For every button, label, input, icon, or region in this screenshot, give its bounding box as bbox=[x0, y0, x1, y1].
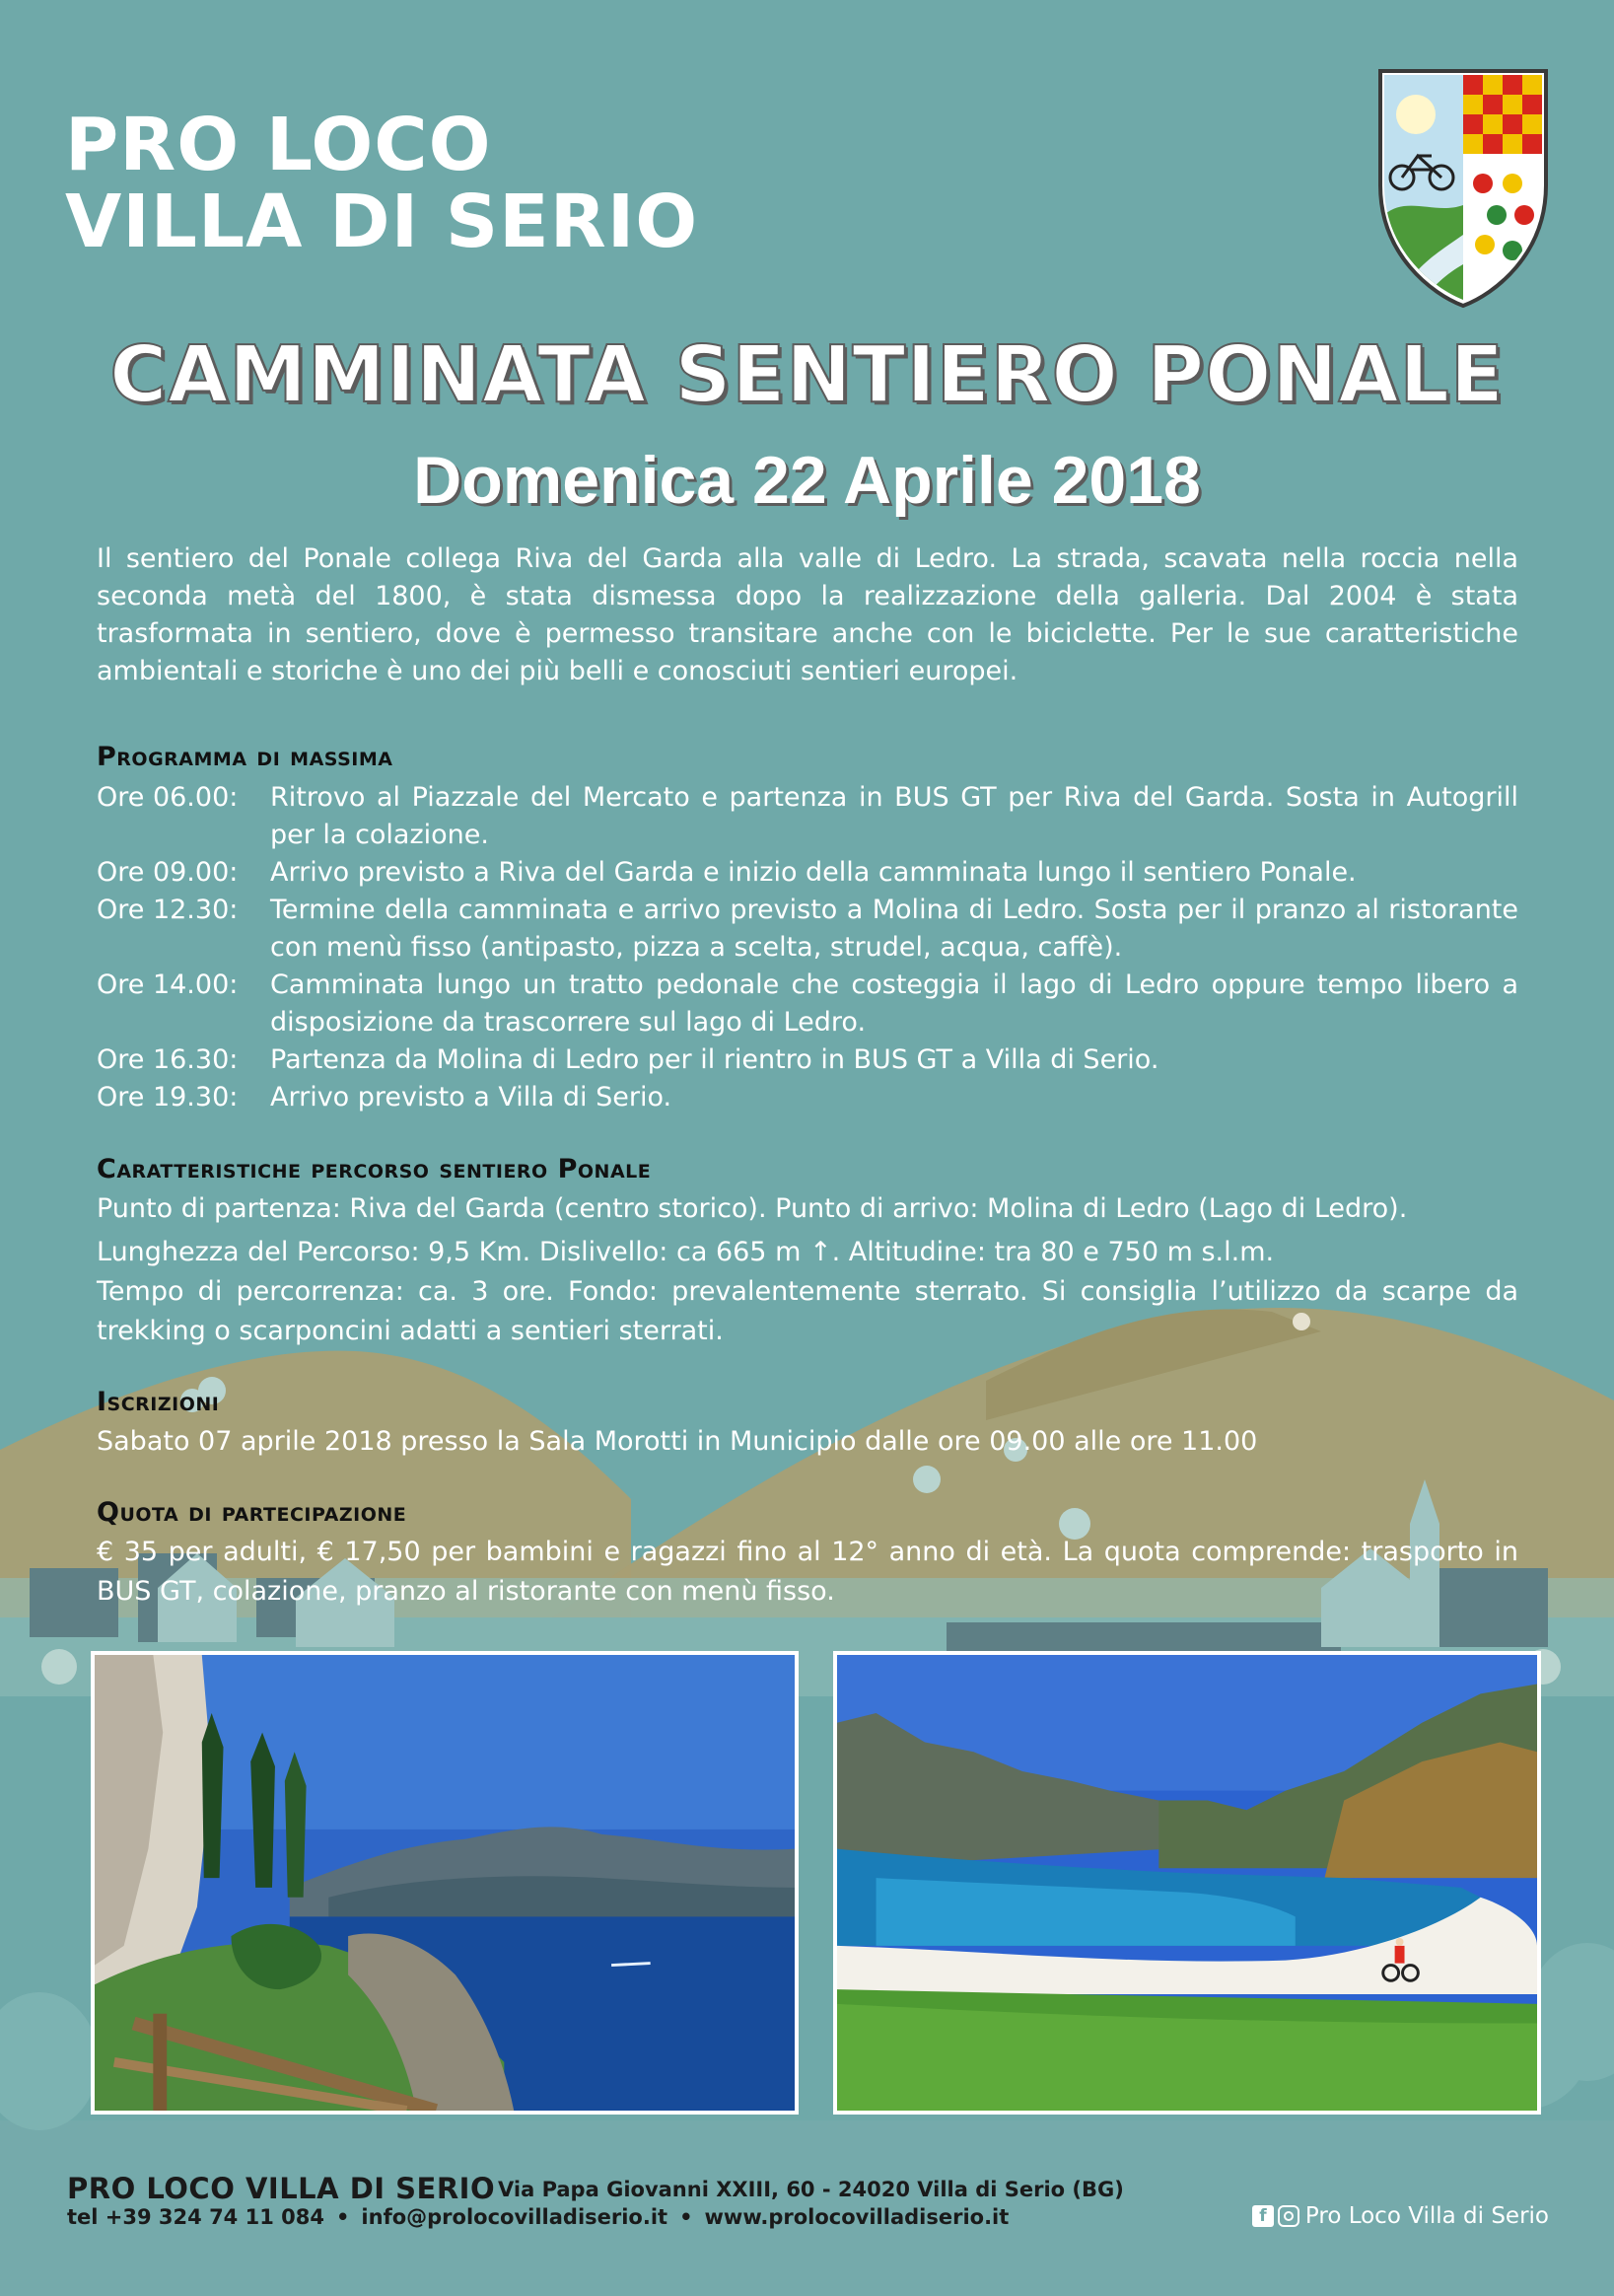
fee-text: € 35 per adulti, € 17,50 per bambini e ragazzi fino al 12° anno di età. La quota comprende: trasporto in BUS GT, colazione, pranzo al ristorante con menù fisso. bbox=[97, 1537, 1518, 1607]
features-heading: Caratteristiche percorso sentiero Ponale bbox=[97, 1154, 652, 1184]
schedule-row bbox=[97, 1041, 1518, 1079]
schedule-desc: Ritrovo al Piazzale del Mercato e partenza in BUS GT per Riva del Garda. Sosta in Autogrill per la colazione. bbox=[270, 782, 1518, 850]
registration-text: Sabato 07 aprile 2018 presso la Sala Morotti in Municipio dalle ore 09.00 alle ore 11.00 bbox=[97, 1426, 1258, 1457]
features-time: Tempo di percorrenza: ca. 3 ore. Fondo: prevalentemente sterrato. Si consiglia l’utilizzo da scarpe da trekking o scarponcini adatti a sentieri sterrati. bbox=[97, 1276, 1518, 1346]
fee-heading: Quota di partecipazione bbox=[97, 1497, 407, 1528]
schedule-desc: Arrivo previsto a Riva del Garda e inizio della camminata lungo il sentiero Ponale. bbox=[270, 857, 1357, 888]
org-title-line1: PRO LOCO bbox=[65, 103, 492, 187]
schedule-time: Ore 14.00: bbox=[97, 969, 239, 1000]
footer-org-name: PRO LOCO VILLA DI SERIO bbox=[67, 2172, 496, 2205]
schedule-time: Ore 12.30: bbox=[97, 895, 239, 925]
program-heading: Programma di massima bbox=[97, 742, 393, 772]
program-schedule bbox=[97, 779, 1518, 1116]
footer-website[interactable]: www.prolocovilladiserio.it bbox=[704, 2205, 1010, 2229]
footer-social[interactable] bbox=[1252, 2203, 1549, 2229]
schedule-time: Ore 06.00: bbox=[97, 782, 239, 813]
footer-address: Via Papa Giovanni XXIII, 60 - 24020 Villa di Serio (BG) bbox=[498, 2178, 1124, 2201]
footer-email[interactable]: info@prolocovilladiserio.it bbox=[361, 2205, 668, 2229]
schedule-time: Ore 19.30: bbox=[97, 1082, 239, 1112]
event-title: CAMMINATA SENTIERO PONALE bbox=[109, 329, 1505, 420]
schedule-desc: Arrivo previsto a Villa di Serio. bbox=[270, 1082, 672, 1112]
footer-phone: tel +39 324 74 11 084 bbox=[67, 2205, 324, 2229]
schedule-time: Ore 09.00: bbox=[97, 857, 239, 888]
photo-lake-ledro bbox=[833, 1651, 1541, 2115]
org-title bbox=[65, 103, 699, 264]
event-date: Domenica 22 Aprile 2018 bbox=[413, 443, 1201, 518]
org-title-line2: VILLA DI SERIO bbox=[65, 179, 699, 264]
registration-heading: Iscrizioni bbox=[97, 1387, 220, 1417]
schedule-desc: Partenza da Molina di Ledro per il rientro in BUS GT a Villa di Serio. bbox=[270, 1044, 1159, 1075]
schedule-row bbox=[97, 779, 1518, 854]
schedule-row bbox=[97, 1079, 1518, 1116]
instagram-icon[interactable] bbox=[1278, 2205, 1299, 2227]
schedule-desc: Camminata lungo un tratto pedonale che costeggia il lago di Ledro oppure tempo libero a disposizione da trascorrere sul lago di Ledro. bbox=[270, 969, 1518, 1038]
facebook-icon[interactable]: f bbox=[1252, 2205, 1274, 2227]
features-length: Lunghezza del Percorso: 9,5 Km. Dislivello: ca 665 m ↑. Altitudine: tra 80 e 750 m s.l.m. bbox=[97, 1237, 1275, 1267]
coat-of-arms-logo bbox=[1376, 67, 1550, 310]
photo-ponale-trail bbox=[91, 1651, 799, 2115]
schedule-desc: Termine della camminata e arrivo previsto a Molina di Ledro. Sosta per il pranzo al ristorante con menù fisso (antipasto, pizza a scelta, strudel, acqua, caffè). bbox=[270, 895, 1518, 963]
schedule-row bbox=[97, 892, 1518, 967]
schedule-row bbox=[97, 854, 1518, 892]
footer-contacts: tel +39 324 74 11 084 • info@prolocovilladiserio.it • www.prolocovilladiserio.it bbox=[67, 2205, 1010, 2229]
schedule-time: Ore 16.30: bbox=[97, 1044, 239, 1075]
footer-social-label: Pro Loco Villa di Serio bbox=[1304, 2203, 1549, 2229]
schedule-row bbox=[97, 967, 1518, 1041]
intro-paragraph: Il sentiero del Ponale collega Riva del Garda alla valle di Ledro. La strada, scavata nella roccia nella seconda metà del 1800, è stata dismessa dopo la realizzazione della galleria. Dal 2004 è stata trasformata in sentiero, dove è permesso transitare anche con le biciclette. Per le sue caratteristiche ambientali e storiche è uno dei più belli e conosciuti sentieri europei. bbox=[97, 543, 1518, 686]
features-start-end: Punto di partenza: Riva del Garda (centro storico). Punto di arrivo: Molina di Ledro (Lago di Ledro). bbox=[97, 1193, 1408, 1224]
